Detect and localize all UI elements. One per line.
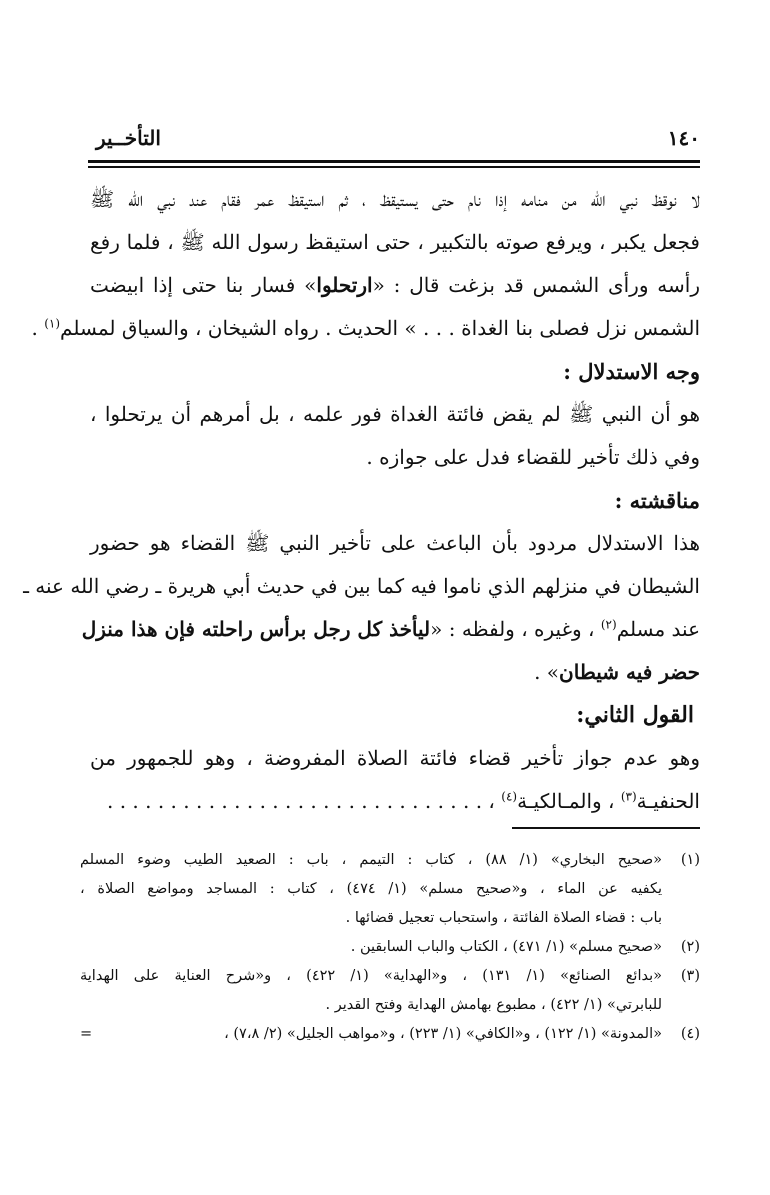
footnote-text: «صحيح البخاري» (١/ ٨٨) ، كتاب : التيمم ، باب : الصعيد الطيب وضوء المسلم <box>80 852 662 868</box>
footnotes <box>80 846 700 1049</box>
quote-bold: ليأخذ كل رجل برأس راحلته فإن هذا منزل <box>81 617 431 641</box>
footnote-ref: (٣) <box>620 789 637 804</box>
footnote-text: للبابرتي» (١/ ٤٢٢) ، مطبوع بهامش الهداية وفتح القدير . <box>325 997 662 1013</box>
footnote-ref: (١) <box>44 316 61 331</box>
header-rule-bottom <box>88 166 700 168</box>
footnote-item <box>80 875 700 904</box>
text-line: الشمس نزل فصلى بنا الغداة . . . » الحديث . رواه الشيخان ، والسياق لمسلم$^{(١)}$ . <box>31 316 700 340</box>
text-line: لا نوقظ نبي الله من منامه إذا نام حتى يستيقظ ، ثم استيقظ عمر فقام عند نبي الله ﷺ <box>90 187 700 211</box>
header-rule-top <box>88 160 700 163</box>
footnote-number: (١) <box>680 852 700 868</box>
footnote-number: (٣) <box>680 968 700 984</box>
footnote-text: «بدائع الصنائع» (١/ ١٣١) ، و«الهداية» (١/ ٤٢٢) ، و«شرح العناية على الهداية <box>80 968 662 984</box>
continuation-mark: = <box>80 1026 93 1042</box>
footnote-text: باب : قضاء الصلاة الفائتة ، واستحباب تعجيل قضائها . <box>345 910 662 926</box>
running-title: التأخــير <box>96 126 161 150</box>
footnote-item <box>80 904 700 933</box>
page-number: ١٤٠ <box>667 126 700 150</box>
text-line: حضر فيه شيطان» . <box>534 660 700 684</box>
text-line: هو أن النبي ﷺ لم يقض فائتة الغداة فور علمه ، بل أمرهم أن يرتحلوا ، <box>90 402 700 426</box>
text-line: فجعل يكبر ، ويرفع صوته بالتكبير ، حتى استيقظ رسول الله ﷺ ، فلما رفع <box>90 230 700 254</box>
footnote-text: «المدونة» (١/ ١٢٢) ، و«الكافي» (١/ ٢٢٣) ، و«مواهب الجليل» (٢/ ٧،٨) ، <box>224 1026 662 1042</box>
section-heading: مناقشته : <box>614 488 700 513</box>
footnote-number: (٢) <box>680 939 700 955</box>
text-line: وهو عدم جواز تأخير قضاء فائتة الصلاة المفروضة ، وهو للجمهور من <box>90 746 700 770</box>
text-line: رأسه ورأى الشمس قد بزغت قال : «ارتحلوا» فسار بنا حتى إذا ابيضت <box>90 273 700 297</box>
footnote-ref: (٢) <box>600 617 617 632</box>
page-header <box>88 126 700 152</box>
footnote-item <box>80 1020 700 1049</box>
text-line: وفي ذلك تأخير للقضاء فدل على جوازه . <box>366 445 700 469</box>
text-line: هذا الاستدلال مردود بأن الباعث على تأخير النبي ﷺ القضاء هو حضور <box>90 531 700 555</box>
quote-bold: ارتحلوا <box>316 273 373 297</box>
main-text <box>23 178 700 823</box>
footnote-item <box>80 991 700 1020</box>
text-line: الحنفيـة$^{(٣)}$ ، والمـالكيـة$^{(٤)}$ ، . . . . . . . . . . . . . . . . . . . . . . . . . . . . . . <box>106 789 700 813</box>
footnote-separator <box>512 827 700 829</box>
footnote-ref: (٤) <box>501 789 518 804</box>
footnote-text: يكفيه عن الماء ، و«صحيح مسلم» (١/ ٤٧٤) ، كتاب : المساجد ومواضع الصلاة ، <box>80 881 662 897</box>
section-heading: القول الثاني: <box>576 702 694 728</box>
footnote-number: (٤) <box>680 1026 700 1042</box>
text-line: عند مسلم$^{(٢)}$ ، وغيره ، ولفظه : «ليأخذ كل رجل برأس راحلته فإن هذا منزل <box>81 617 700 641</box>
quote-bold: حضر فيه شيطان <box>559 660 700 684</box>
footnote-item <box>80 933 700 962</box>
footnote-text: «صحيح مسلم» (١/ ٤٧١) ، الكتاب والباب السابقين . <box>350 939 662 955</box>
footnote-item <box>80 962 700 991</box>
section-heading: وجه الاستدلال : <box>563 359 700 384</box>
footnote-item <box>80 846 700 875</box>
text-line: الشيطان في منزلهم الذي ناموا فيه كما بين في حديث أبي هريرة ـ رضي الله عنه ـ <box>23 574 700 598</box>
